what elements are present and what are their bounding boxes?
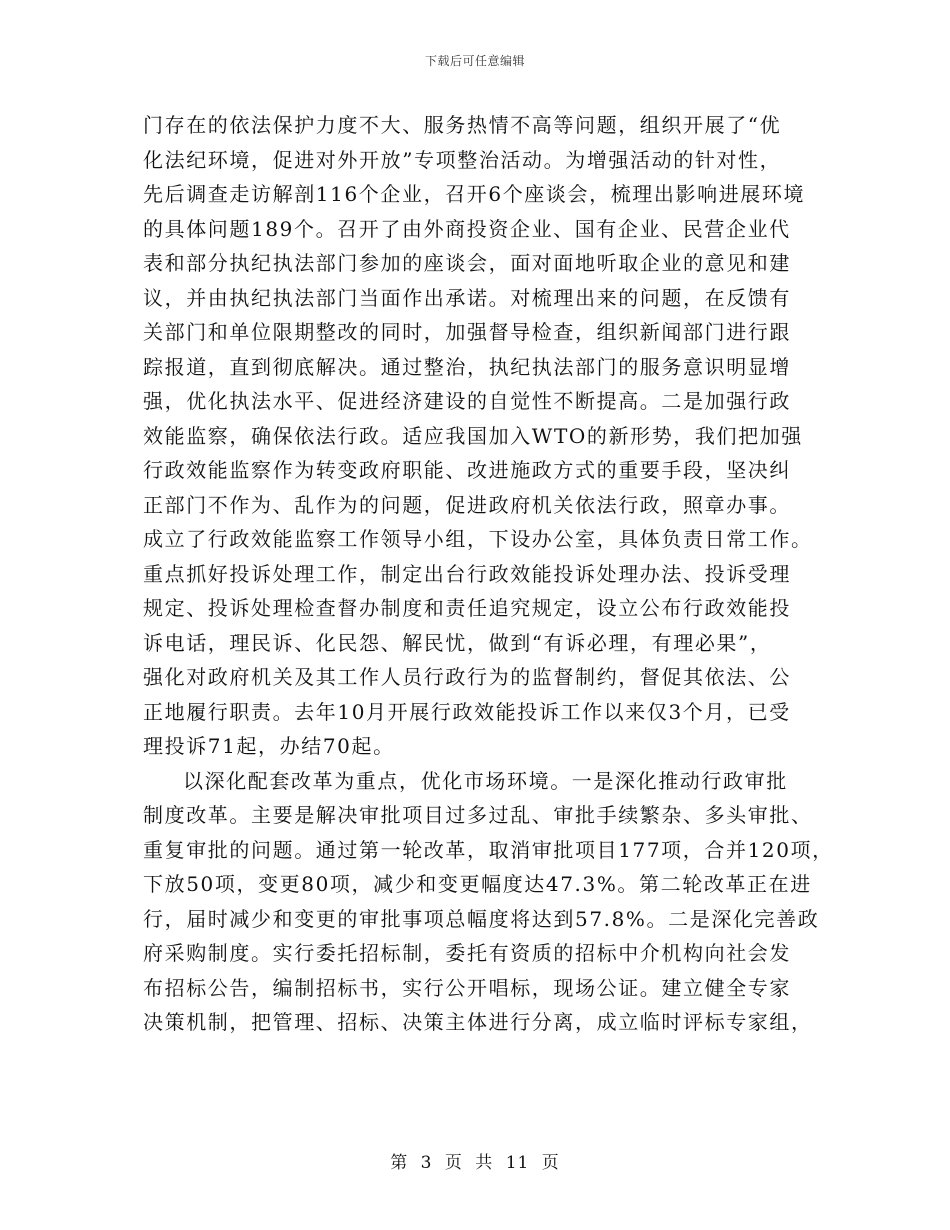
text-line: 决策机制，把管理、招标、决策主体进行分离，成立临时评标专家组， (143, 1010, 813, 1034)
text-line: 表和部分执纪执法部门参加的座谈会，面对面地听取企业的意见和建 (143, 251, 791, 275)
text-line: 的具体问题189个。召开了由外商投资企业、国有企业、民营企业代 (143, 216, 791, 241)
text-line: 成立了行政效能监察工作领导小组，下设办公室，具体负责日常工作。 (143, 527, 813, 551)
text-line: 关部门和单位限期整改的同时，加强督导检查，组织新闻部门进行跟 (143, 320, 791, 344)
text-line: 诉电话，理民诉、化民怨、解民忧，做到“有诉必理，有理必果”， (143, 630, 772, 655)
text-line: 强化对政府机关及其工作人员行政行为的监督制约，督促其依法、公 (143, 665, 791, 689)
text-line: 制度改革。主要是解决审批项目过多过乱、审批手续繁杂、多头审批、 (143, 803, 813, 827)
text-line: 正地履行职责。去年10月开展行政效能投诉工作以来仅3个月，已受 (143, 699, 791, 724)
text-line: 行，届时减少和变更的审批事项总幅度将达到57.8%。二是深化完善政 (143, 906, 820, 931)
text-line: 强，优化执法水平、促进经济建设的自觉性不断提高。二是加强行政 (143, 389, 791, 413)
text-line: 议，并由执纪执法部门当面作出承诺。对梳理出来的问题，在反馈有 (143, 285, 791, 310)
text-line: 行政效能监察作为转变政府职能、改进施政方式的重要手段，坚决纠 (143, 458, 791, 482)
page-footer: 第 3 页 共 11 页 (390, 1153, 560, 1173)
text-line: 门存在的依法保护力度不大、服务热情不高等问题，组织开展了“优 (143, 113, 782, 137)
page-header: 下载后可任意编辑 (424, 54, 525, 68)
text-line: 重复审批的问题。通过第一轮改革，取消审批项目177项，合并120项， (143, 837, 834, 862)
text-line: 化法纪环境，促进对外开放”专项整治活动。为增强活动的针对性， (143, 147, 782, 172)
text-line: 效能监察，确保依法行政。适应我国加入WTO的新形势，我们把加强 (143, 423, 803, 448)
text-line: 规定、投诉处理检查督办制度和责任追究规定，设立公布行政效能投 (143, 596, 791, 620)
text-line: 府采购制度。实行委托招标制，委托有资质的招标中介机构向社会发 (143, 941, 791, 965)
text-line: 理投诉71起，办结70起。 (143, 734, 395, 758)
body-text (143, 108, 843, 1040)
paragraph-first-line: 以深化配套改革为重点，优化市场环境。一是深化推动行政审批 (183, 768, 788, 793)
text-line: 重点抓好投诉处理工作，制定出台行政效能投诉处理办法、投诉受理 (143, 561, 791, 586)
text-line: 布招标公告，编制招标书，实行公开唱标，现场公证。建立健全专家 (143, 975, 791, 1000)
text-line: 踪报道，直到彻底解决。通过整治，执纪执法部门的服务意识明显增 (143, 354, 791, 379)
text-line: 正部门不作为、乱作为的问题，促进政府机关依法行政，照章办事。 (143, 492, 791, 517)
text-line: 下放50项，变更80项，减少和变更幅度达47.3%。第二轮改革正在进 (143, 872, 812, 896)
text-line: 先后调查走访解剖116个企业，召开6个座谈会，梳理出影响进展环境 (143, 182, 806, 206)
